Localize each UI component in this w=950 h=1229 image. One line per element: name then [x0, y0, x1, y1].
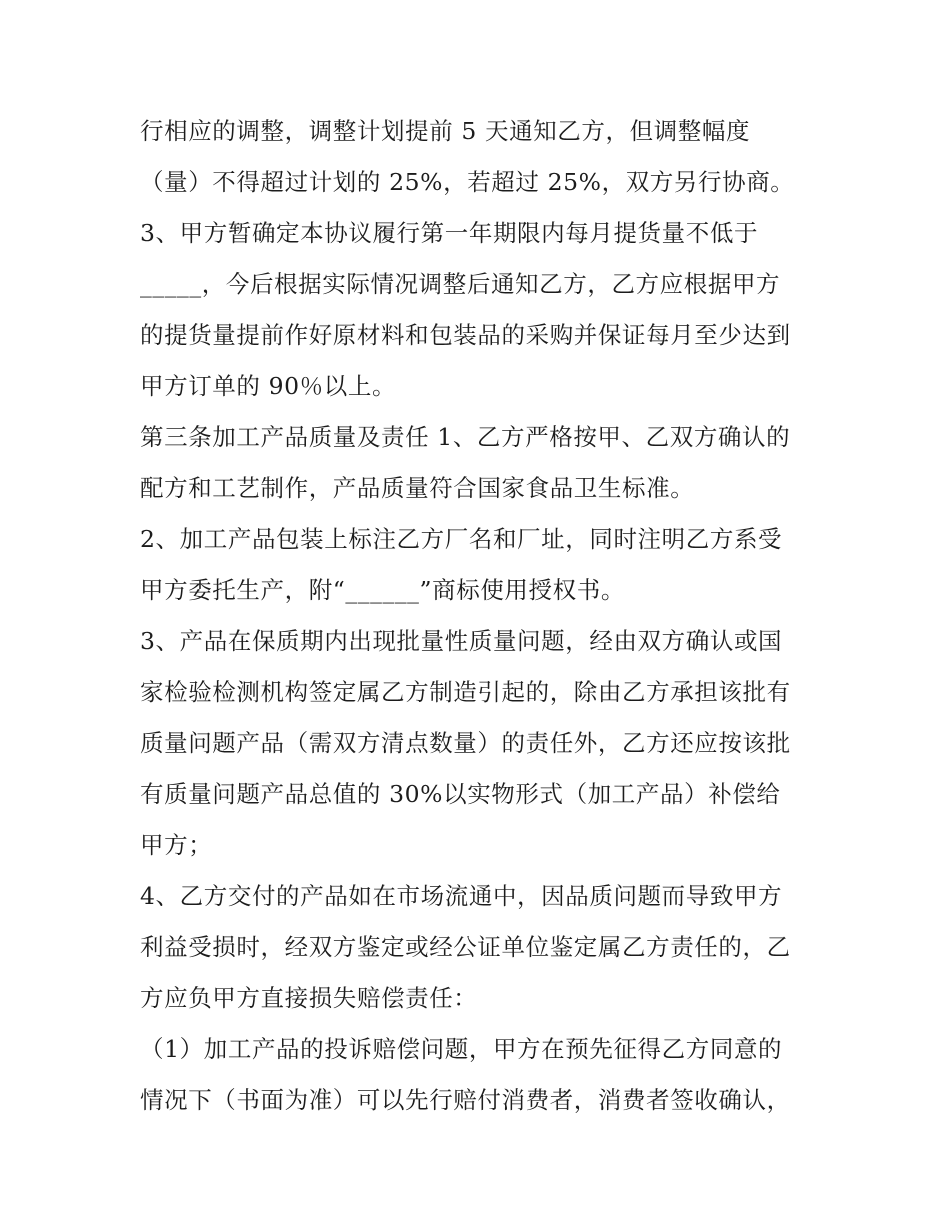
text-line: 3、甲方暂确定本协议履行第一年期限内每月提货量不低于 — [140, 219, 759, 247]
text-line: 第三条加工产品质量及责任 1、乙方严格按甲、乙双方确认的 — [140, 423, 791, 451]
text-line: 质量问题产品（需双方清点数量）的责任外，乙方还应按该批 — [140, 729, 791, 757]
text-line: 3、产品在保质期内出现批量性质量问题，经由双方确认或国 — [140, 627, 783, 655]
text-line: 甲方委托生产，附“______”商标使用授权书。 — [140, 576, 625, 604]
text-line: 家检验检测机构签定属乙方制造引起的，除由乙方承担该批有 — [140, 678, 791, 706]
text-line: （量）不得超过计划的 25%，若超过 25%，双方另行协商。 — [140, 168, 795, 196]
text-line: （1）加工产品的投诉赔偿问题，甲方在预先征得乙方同意的 — [140, 1035, 783, 1063]
text-line: 的提货量提前作好原材料和包装品的采购并保证每月至少达到 — [140, 321, 791, 349]
text-line: 有质量问题产品总值的 30%以实物形式（加工产品）补偿给 — [140, 780, 781, 808]
text-line: 甲方订单的 90％以上。 — [140, 372, 397, 400]
text-line: 情况下（书面为准）可以先行赔付消费者，消费者签收确认， — [140, 1086, 791, 1114]
text-line: 配方和工艺制作，产品质量符合国家食品卫生标准。 — [140, 474, 695, 502]
text-line: 方应负甲方直接损失赔偿责任： — [140, 984, 478, 1012]
text-line: 行相应的调整，调整计划提前 5 天通知乙方，但调整幅度 — [140, 117, 751, 145]
contract-text — [140, 106, 820, 1126]
text-line: _____，今后根据实际情况调整后通知乙方，乙方应根据甲方 — [140, 270, 781, 298]
text-line: 利益受损时，经双方鉴定或经公证单位鉴定属乙方责任的，乙 — [140, 933, 791, 961]
text-line: 2、加工产品包装上标注乙方厂名和厂址，同时注明乙方系受 — [140, 525, 783, 553]
text-line: 4、乙方交付的产品如在市场流通中，因品质问题而导致甲方 — [140, 882, 783, 910]
text-line: 甲方； — [140, 831, 213, 859]
